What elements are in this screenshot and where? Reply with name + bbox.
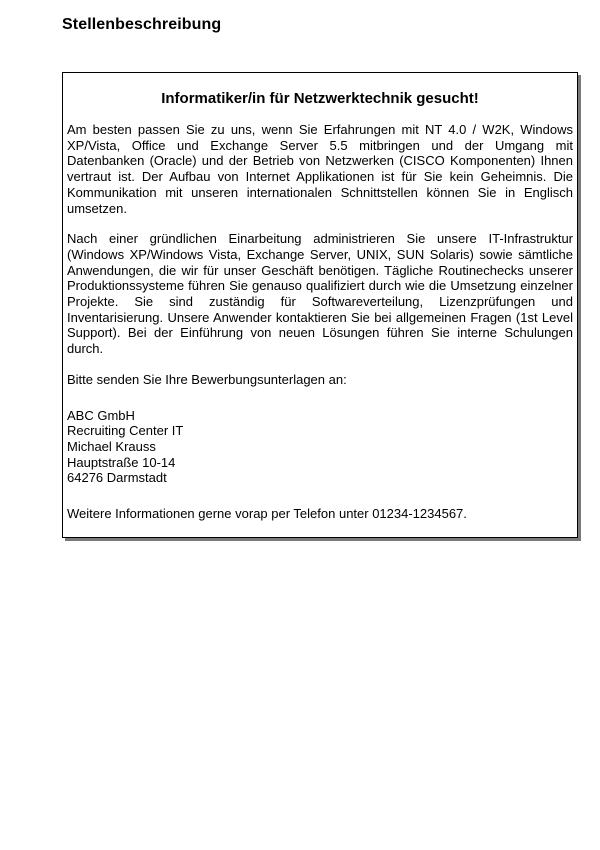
address-contact: Michael Krauss: [67, 438, 156, 454]
job-ad-box: [62, 72, 578, 538]
job-ad-title: Informatiker/in für Netzwerktechnik gesucht!: [161, 90, 479, 107]
application-address: [67, 408, 573, 487]
contact-info: Weitere Informationen gerne vorap per Telefon unter 01234-1234567.: [67, 506, 467, 522]
job-tasks-paragraph: Nach einer gründlichen Einarbeitung administrieren Sie unsere IT-Infrastruktur (Windows XP/Windows Vista, Exchange Server, UNIX, SUN Solaris) sowie sämtliche Anwendungen, die wir für unser Geschäft benötigen. Tägliche Routinechecks unserer Produktionssysteme führen Sie genauso qualifiziert durch wie die Umsetzung einzelner Projekte. Sie sind zuständig für Softwareverteilung, Lizenzprüfungen und Inventarisierung. Unsere Anwender kontaktieren Sie bei allgemeinen Fragen (1st Level Support). Bei der Einführung von neuen Lösungen führen Sie interne Schulungen durch.: [67, 231, 573, 357]
address-city: 64276 Darmstadt: [67, 470, 167, 486]
page-title: Stellenbeschreibung: [62, 16, 222, 33]
address-street: Hauptstraße 10-14: [67, 454, 176, 470]
application-prompt: Bitte senden Sie Ihre Bewerbungsunterlagen an:: [67, 371, 347, 387]
address-company: ABC GmbH: [67, 407, 135, 423]
address-department: Recruiting Center IT: [67, 423, 184, 439]
job-requirements-paragraph: Am besten passen Sie zu uns, wenn Sie Erfahrungen mit NT 4.0 / W2K, Windows XP/Vista, Office und Exchange Server 5.5 mitbringen und der Umgang mit Datenbanken (Oracle) und der Betrieb von Netzwerken (CISCO Komponenten) Ihnen vertraut ist. Der Aufbau von Internet Applikationen ist für Sie kein Geheimnis. Die Kommunikation mit unseren internationalen Schnittstellen können Sie in Englisch umsetzen.: [67, 122, 573, 216]
job-ad-content: [63, 73, 577, 522]
